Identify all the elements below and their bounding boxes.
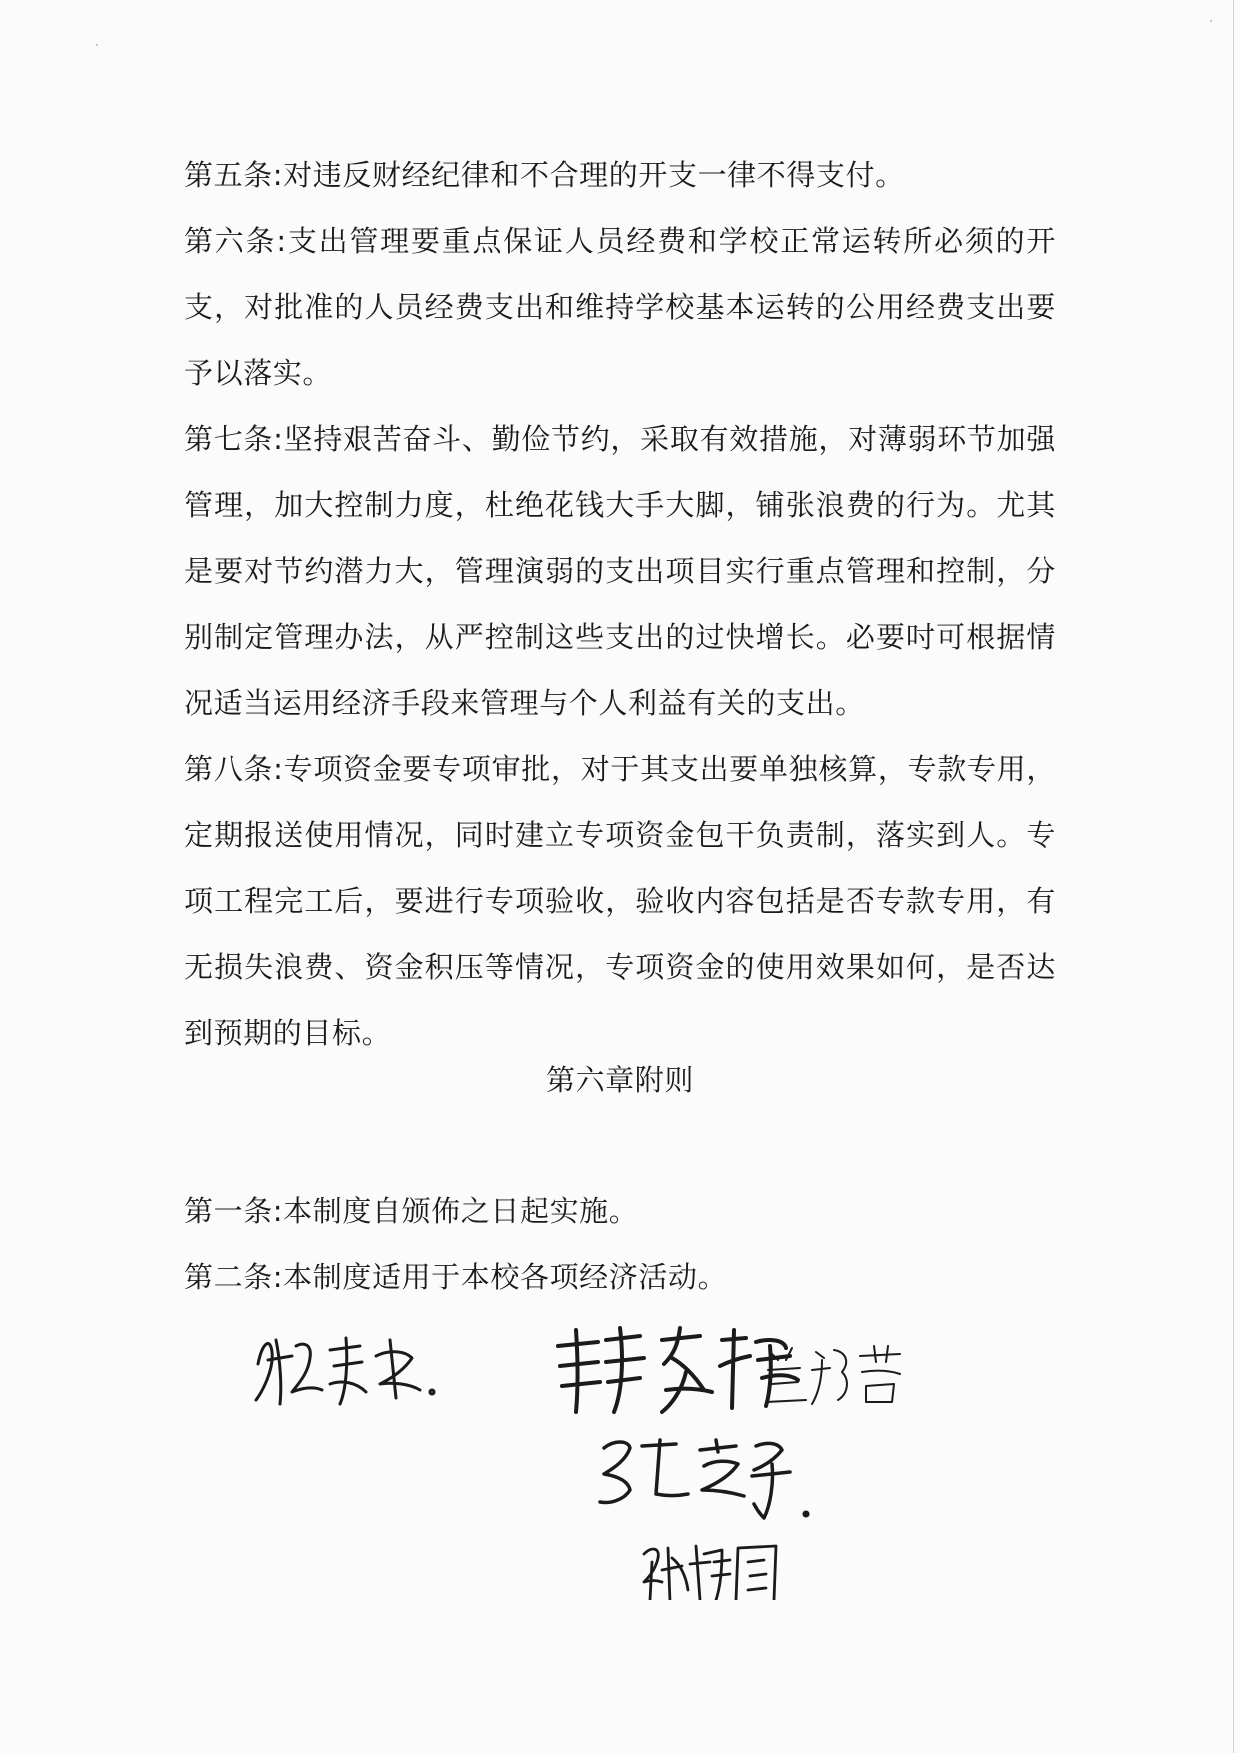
article-8: 第八条:专项资金要专项审批，对于其支出要单独核算，专款专用，定期报送使用情况，同时建立专项资金包干负责制，落实到人。专项工程完工后，要进行专项验收，验收内容包括是否专款专用，有无损失浪费、资金积压等情况，专项资金的使用效果如何，是否达到预期的目标。 xyxy=(184,752,1056,1050)
appendix-article-2: 第二条:本制度适用于本校各项经济活动。 xyxy=(184,1260,728,1294)
signature-drawing xyxy=(0,1300,1240,1600)
article-6: 第六条:支出管理要重点保证人员经费和学校正常运转所必须的开支，对批准的人员经费支出和维持学校基本运转的公用经费支出要予以落实。 xyxy=(184,224,1056,390)
signature-4 xyxy=(600,1440,808,1518)
signature-2 xyxy=(558,1328,798,1412)
scan-speck xyxy=(1210,20,1212,22)
article-5: 第五条:对违反财经纪律和不合理的开支一律不得支付。 xyxy=(184,158,905,192)
scan-speck xyxy=(96,44,98,46)
article-7: 第七条:坚持艰苦奋斗、勤俭节约，采取有效措施，对薄弱环节加强管理，加大控制力度，杜绝花钱大手大脚，铺张浪费的行为。尤其是要对节约潜力大，管理演弱的支出项目实行重点管理和控制，分别制定管理办法，从严控制这些支出的过快增长。必要吋可根据情况适当运用经济手段来管理与个人利益有关的支出。 xyxy=(184,422,1056,720)
appendix-article-1: 第一条:本制度自颁佈之日起实施。 xyxy=(184,1194,639,1228)
signature-5 xyxy=(644,1546,776,1600)
chapter-title: 第六章附则 xyxy=(545,1063,694,1097)
signature-block xyxy=(0,1300,1240,1600)
signature-1 xyxy=(256,1338,434,1404)
